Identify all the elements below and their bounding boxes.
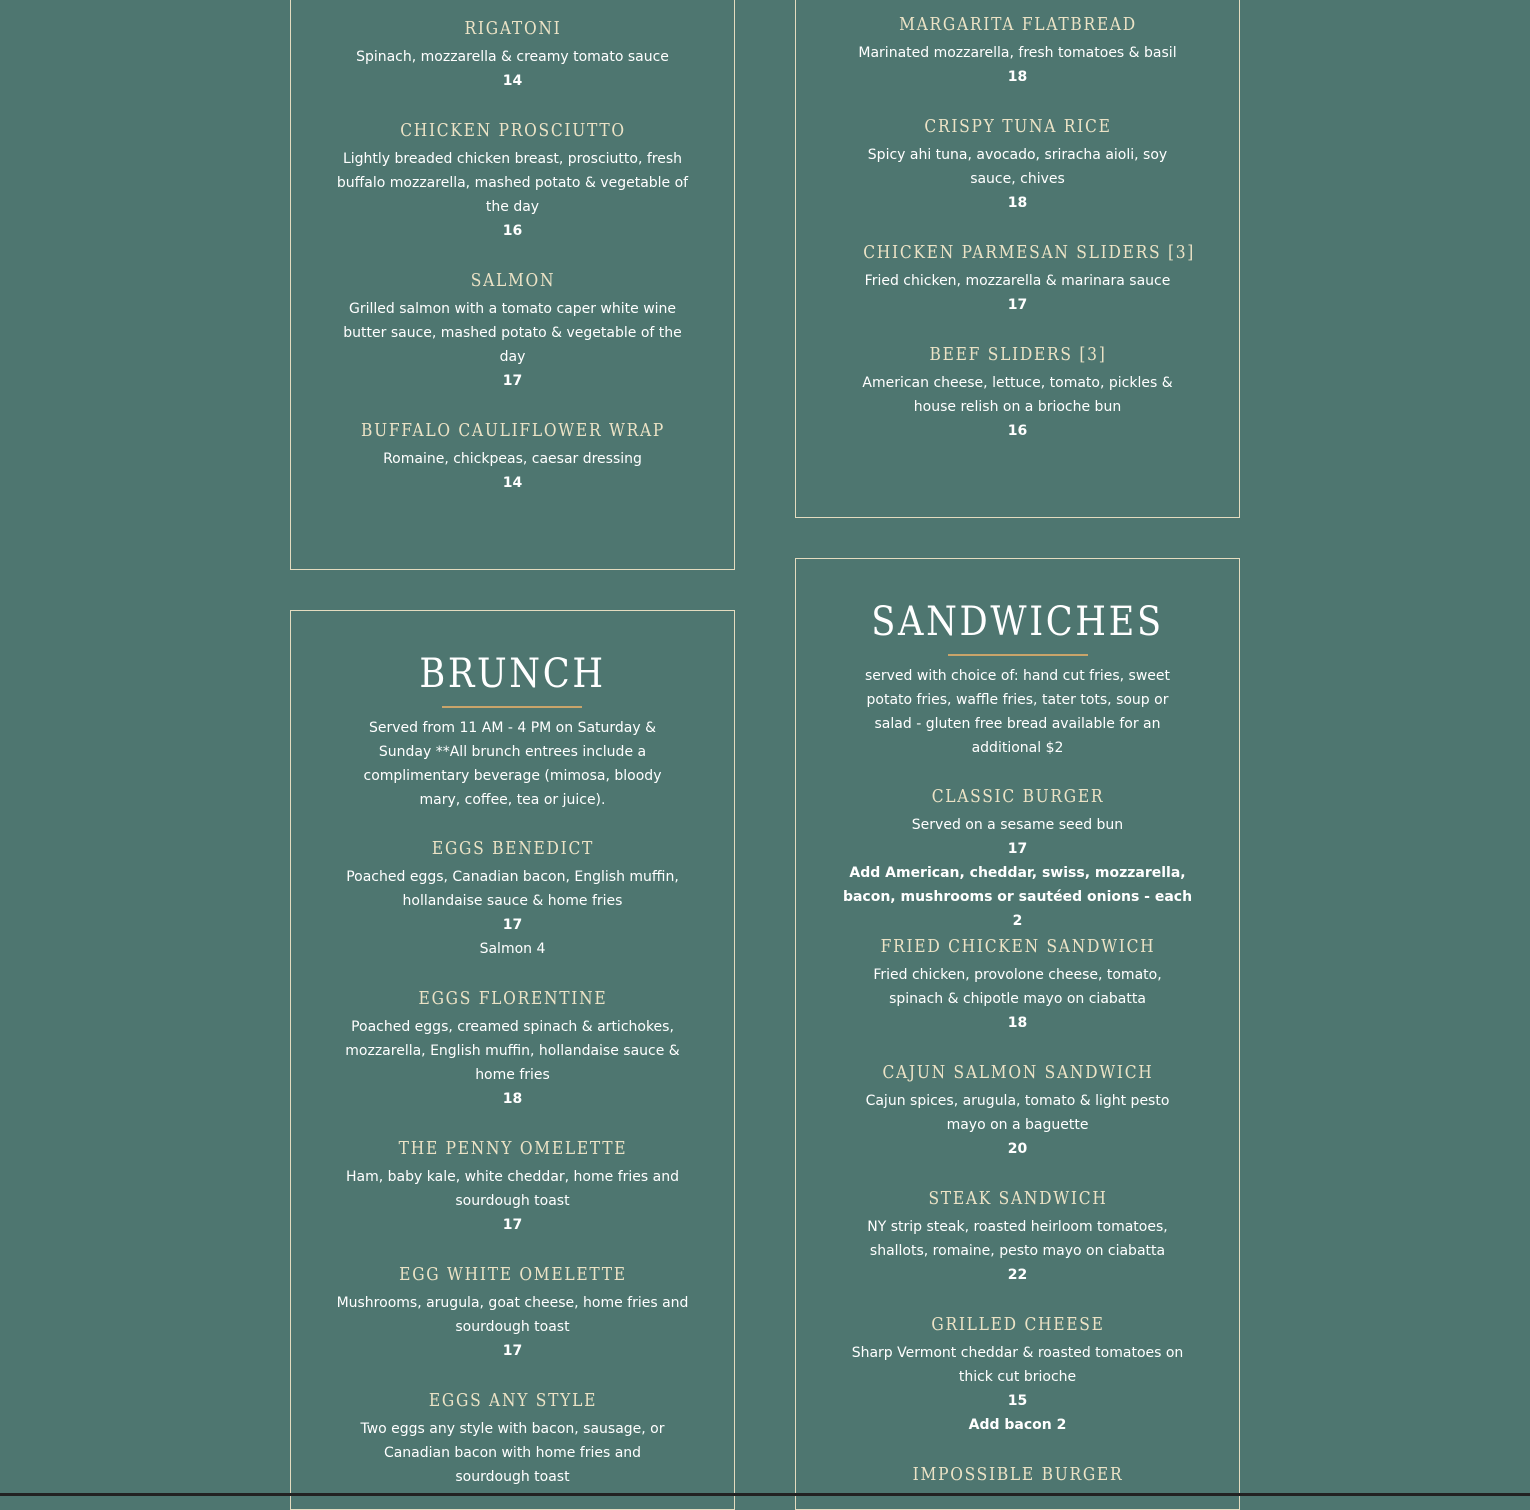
item-description: NY strip steak, roasted heirloom tomatoes, shallots, romaine, pesto mayo on ciabatta <box>867 1219 1168 1259</box>
item-price: 17 <box>1007 297 1028 313</box>
item-description: American cheese, lettuce, tomato, pickles & house relish on a brioche bun <box>862 375 1173 415</box>
item-description: Sharp Vermont cheddar & roasted tomatoes on thick cut brioche <box>851 1345 1184 1385</box>
item-name: GRILLED CHEESE <box>930 1314 1105 1335</box>
item-addon: Salmon 4 <box>479 941 546 957</box>
item-price: 16 <box>1007 423 1028 439</box>
item-description: Two eggs any style with bacon, sausage, or Canadian bacon with home fries and sourdough toast <box>360 1421 665 1485</box>
menu-item <box>853 934 1183 1035</box>
item-price: 22 <box>1007 1267 1028 1283</box>
item-name: CHICKEN PARMESAN SLIDERS [3] <box>862 242 1195 263</box>
item-name: FRIED CHICKEN SANDWICH <box>880 936 1155 957</box>
item-name: EGGS BENEDICT <box>431 838 594 859</box>
item-description: Ham, baby kale, white cheddar, home fries and sourdough toast <box>346 1169 679 1209</box>
section-intro: served with choice of: hand cut fries, sweet potato fries, waffle fries, tater tots, soup or salad - gluten free bread available for an additional $2 <box>864 668 1170 756</box>
item-addon-note: Add American, cheddar, swiss, mozzarella, bacon, mushrooms or sautéed onions - each 2 <box>842 865 1193 929</box>
menu-panel-shareables <box>795 0 1240 518</box>
item-addon-note: Add bacon 2 <box>968 1417 1067 1433</box>
item-name: BEEF SLIDERS [3] <box>929 344 1106 365</box>
item-price: 15 <box>1007 1393 1028 1409</box>
item-name: STEAK SANDWICH <box>927 1188 1108 1209</box>
menu-item <box>333 16 693 93</box>
section-title: BRUNCH <box>419 651 606 697</box>
menu-item <box>838 12 1198 89</box>
item-name: MARGARITA FLATBREAD <box>898 14 1137 35</box>
section-title-underline <box>948 654 1088 656</box>
item-name: CHICKEN PROSCIUTTO <box>399 120 626 141</box>
menu-item <box>333 1136 693 1237</box>
item-name: EGG WHITE OMELETTE <box>398 1264 627 1285</box>
menu-panel-entrees <box>290 0 735 570</box>
menu-item <box>853 342 1183 443</box>
item-description: Mushrooms, arugula, goat cheese, home fries and sourdough toast <box>336 1295 689 1335</box>
item-price: 17 <box>502 1343 523 1359</box>
item-description: Lightly breaded chicken breast, prosciutto, fresh buffalo mozzarella, mashed potato & vegetable of the day <box>336 151 689 215</box>
menu-item <box>838 784 1198 933</box>
item-price: 17 <box>502 917 523 933</box>
item-price: 14 <box>502 475 523 491</box>
item-name: CAJUN SALMON SANDWICH <box>881 1062 1154 1083</box>
menu-item <box>333 418 693 495</box>
menu-item <box>333 836 693 961</box>
section-intro: Served from 11 AM - 4 PM on Saturday & Sunday **All brunch entrees include a complimentary beverage (mimosa, bloody mary, coffee, tea or juice). <box>363 720 662 808</box>
menu-item <box>333 118 693 243</box>
item-description: Spicy ahi tuna, avocado, sriracha aioli, soy sauce, chives <box>867 147 1168 187</box>
item-name: BUFFALO CAULIFLOWER WRAP <box>360 420 665 441</box>
section-title: SANDWICHES <box>871 599 1164 645</box>
item-description: Romaine, chickpeas, caesar dressing <box>383 451 642 467</box>
menu-panel-brunch <box>290 610 735 1510</box>
menu-item <box>333 268 693 393</box>
item-price: 18 <box>1007 69 1028 85</box>
item-name: CLASSIC BURGER <box>931 786 1104 807</box>
item-name: THE PENNY OMELETTE <box>398 1138 627 1159</box>
item-price: 16 <box>502 223 523 239</box>
menu-item <box>853 114 1183 215</box>
item-description: Marinated mozzarella, fresh tomatoes & basil <box>858 45 1177 61</box>
menu-item <box>838 240 1198 317</box>
item-price: 18 <box>1007 195 1028 211</box>
item-name: EGGS ANY STYLE <box>428 1390 597 1411</box>
item-description: Poached eggs, Canadian bacon, English muffin, hollandaise sauce & home fries <box>346 869 679 909</box>
menu-item <box>853 1186 1183 1287</box>
menu-panel-sandwiches <box>795 558 1240 1510</box>
section-title-underline <box>442 706 582 708</box>
item-name: IMPOSSIBLE BURGER <box>912 1464 1123 1485</box>
item-description: Grilled salmon with a tomato caper white wine butter sauce, mashed potato & vegetable of the day <box>343 301 682 365</box>
item-price: 20 <box>1007 1141 1028 1157</box>
item-name: EGGS FLORENTINE <box>418 988 607 1009</box>
item-name: CRISPY TUNA RICE <box>923 116 1112 137</box>
item-price: 17 <box>502 1217 523 1233</box>
item-price: 18 <box>502 1091 523 1107</box>
item-price: 18 <box>1007 1015 1028 1031</box>
item-price: 14 <box>502 73 523 89</box>
item-description: Fried chicken, provolone cheese, tomato, spinach & chipotle mayo on ciabatta <box>873 967 1162 1007</box>
item-name: SALMON <box>470 270 555 291</box>
menu-item <box>333 986 693 1111</box>
menu-item <box>853 1060 1183 1161</box>
item-description: Served on a sesame seed bun <box>911 817 1124 833</box>
item-name: RIGATONI <box>464 18 561 39</box>
item-description: Spinach, mozzarella & creamy tomato sauce <box>356 49 669 65</box>
item-price: 17 <box>502 373 523 389</box>
item-description: Cajun spices, arugula, tomato & light pesto mayo on a baguette <box>865 1093 1170 1133</box>
menu-item <box>838 1462 1198 1488</box>
menu-item <box>838 1312 1198 1437</box>
item-description: Fried chicken, mozzarella & marinara sauce <box>864 273 1171 289</box>
menu-item <box>333 1262 693 1363</box>
item-description: Poached eggs, creamed spinach & artichokes, mozzarella, English muffin, hollandaise sauce & home fries <box>345 1019 680 1083</box>
menu-item <box>348 1388 678 1489</box>
item-price: 17 <box>1007 841 1028 857</box>
